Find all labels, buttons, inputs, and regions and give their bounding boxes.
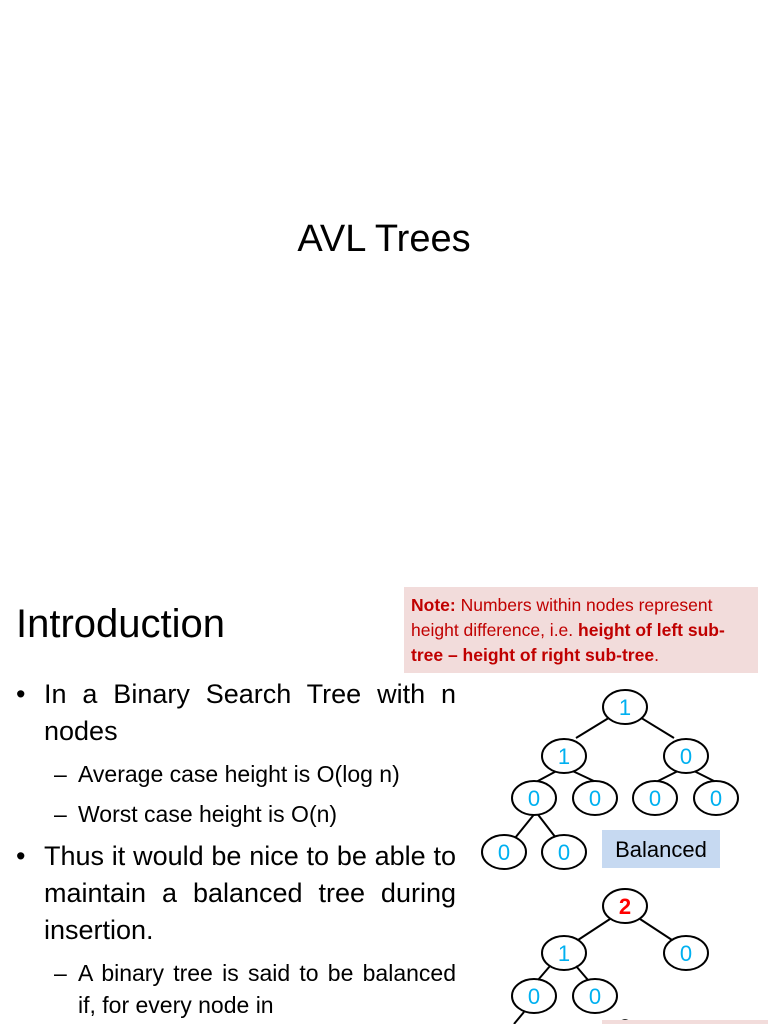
tree-node (512, 979, 556, 1013)
sub-bullet-text: A binary tree is said to be balanced if, for every node in (78, 960, 456, 1018)
tree-node (482, 835, 526, 869)
tree-node (573, 979, 617, 1013)
svg-text:1: 1 (557, 941, 571, 966)
svg-text:0: 0 (557, 840, 571, 865)
bullet-list (16, 676, 456, 1021)
sub-bullet-text: Average case height is O(log n) (78, 761, 400, 787)
note-end: . (654, 645, 659, 665)
bullet-item (16, 838, 456, 949)
bullet-text: In a Binary Search Tree with n nodes (44, 679, 456, 746)
dash-icon: – (54, 960, 67, 986)
note-label: Note: (411, 595, 456, 615)
svg-text:0: 0 (527, 984, 541, 1009)
bullet-icon: • (16, 841, 26, 871)
tree-node (512, 781, 556, 815)
balanced-label (602, 830, 720, 868)
introduction-slide (0, 576, 768, 1024)
sub-bullet-item (16, 758, 456, 790)
svg-text:Balanced: Balanced (615, 837, 707, 862)
sub-bullet-item (16, 957, 456, 1021)
tree-node (664, 936, 708, 970)
svg-text:0: 0 (679, 744, 693, 769)
svg-text:0: 0 (679, 941, 693, 966)
tree-node (603, 889, 647, 923)
sub-bullet-item (16, 798, 456, 830)
dash-icon: – (54, 761, 67, 787)
tree-node (603, 690, 647, 724)
svg-text:0: 0 (527, 786, 541, 811)
svg-text:2: 2 (618, 894, 632, 919)
svg-text:0: 0 (497, 840, 511, 865)
tree-node (542, 936, 586, 970)
tree-node (633, 781, 677, 815)
tree-node (573, 781, 617, 815)
svg-text:0: 0 (588, 984, 602, 1009)
note-box (404, 587, 758, 673)
svg-text:1: 1 (618, 695, 632, 720)
slide-title: AVL Trees (297, 218, 471, 260)
tree-node (694, 781, 738, 815)
tree-node (542, 739, 586, 773)
tree-node (664, 739, 708, 773)
note-text: Numbers within nodes represent height difference, i.e. (411, 595, 713, 640)
slide-heading: Introduction (16, 602, 226, 646)
bullet-text: Thus it would be nice to be able to maintain a balanced tree during insertion. (44, 841, 456, 945)
note-bold-text: height of left sub-tree – height of right sub-tree (411, 620, 725, 665)
svg-text:0: 0 (588, 786, 602, 811)
bullet-item (16, 676, 456, 750)
svg-text:0: 0 (648, 786, 662, 811)
tree-node (542, 835, 586, 869)
dash-icon: – (54, 801, 67, 827)
svg-text:0: 0 (709, 786, 723, 811)
avl-tree-diagram (470, 676, 768, 1024)
sub-bullet-text: Worst case height is O(n) (78, 801, 338, 827)
svg-text:1: 1 (557, 744, 571, 769)
bullet-icon: • (16, 679, 26, 709)
